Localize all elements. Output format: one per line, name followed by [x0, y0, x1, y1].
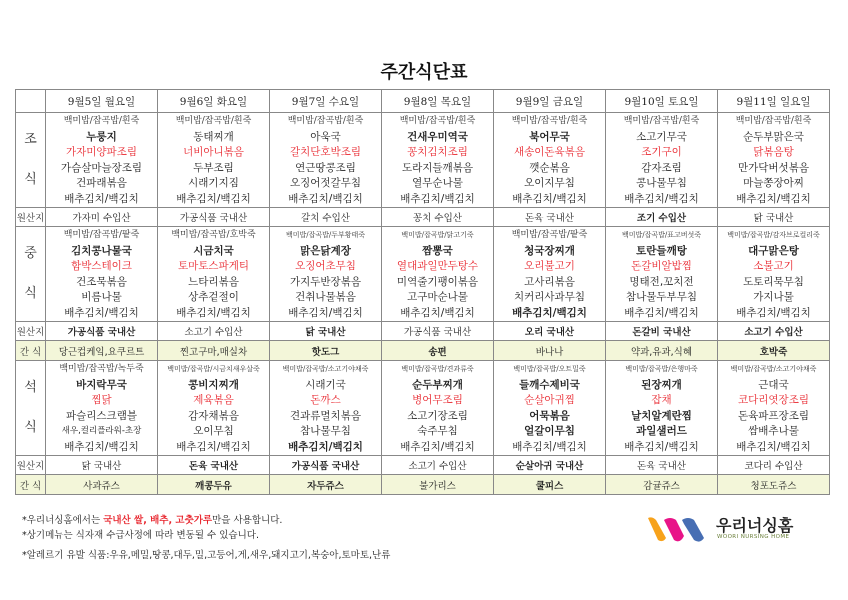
lunch-origin-cell: 가공식품 국내산 [46, 322, 158, 341]
breakfast-origin-cell: 가자미 수입산 [46, 208, 158, 227]
menu-item: 조기구이 [641, 146, 682, 158]
lunch-menu-cell [158, 227, 270, 322]
menu-item: 도토리묵무침 [743, 275, 804, 288]
menu-item: 김치콩나물국 [71, 244, 132, 257]
menu-item: 숙주무침 [417, 425, 458, 437]
snack2-row [16, 475, 830, 495]
lunch-row [16, 227, 830, 322]
menu-item: 맑은닭계장 [300, 244, 351, 257]
menu-item: 건파래볶음 [76, 177, 127, 189]
lunch-menu-cell [46, 227, 158, 322]
dinner-label-char: 석 [24, 380, 37, 395]
breakfast-label [16, 113, 46, 208]
breakfast-menu-cell [46, 113, 158, 208]
logo-mark-icon [646, 514, 708, 544]
breakfast-menu-cell [494, 113, 606, 208]
menu-item: 배추김치/백김치 [736, 192, 811, 205]
menu-item: 바지락무국 [76, 378, 127, 391]
menu-item: 오이지무침 [524, 177, 575, 189]
menu-item: 치커리사과무침 [513, 291, 585, 303]
breakfast-origin-cell: 꽁치 수입산 [382, 208, 494, 227]
snack1-cell: 핫도그 [270, 341, 382, 361]
menu-item: 시래기지짐 [188, 177, 239, 189]
menu-item: 코다리엿장조림 [737, 394, 809, 406]
dinner-menu-cell [46, 361, 158, 456]
menu-item: 순두부맑은국 [743, 130, 804, 143]
rice-porridge-options: 백미밥/잡곡밥/소고기야채죽 [730, 365, 817, 373]
rice-porridge-options: 백미밥/잡곡밥/녹두죽 [59, 364, 144, 374]
lunch-origin-cell: 닭 국내산 [270, 322, 382, 341]
menu-item: 배추김치/백김치 [736, 306, 811, 319]
menu-item: 짬뽕국 [422, 244, 453, 257]
snack2-cell: 사과쥬스 [46, 475, 158, 495]
menu-item: 오징어젓갈무침 [289, 177, 361, 189]
dinner-menu-cell [606, 361, 718, 456]
menu-item: 고사리볶음 [524, 275, 575, 288]
breakfast-origin-cell: 조기 수입산 [606, 208, 718, 227]
menu-item: 갈치단호박조림 [289, 146, 361, 158]
menu-item: 배추김치/백김치 [176, 192, 251, 205]
menu-item: 소고기무국 [636, 130, 687, 143]
menu-item: 배추김치/백김치 [400, 192, 475, 205]
dinner-menu-cell [494, 361, 606, 456]
menu-item: 콩비지찌개 [188, 378, 239, 391]
menu-item: 잡채 [651, 394, 672, 406]
dinner-row [16, 361, 830, 456]
menu-item: 꽁치김치조림 [407, 146, 468, 158]
menu-item: 오징어초무침 [295, 260, 356, 272]
breakfast-origin-cell: 가공식품 국내산 [158, 208, 270, 227]
snack1-cell: 호박죽 [718, 341, 830, 361]
snack2-cell: 깨콩두유 [158, 475, 270, 495]
breakfast-origin-label: 원산지 [16, 208, 46, 227]
day-header: 9월10일 토요일 [606, 90, 718, 113]
snack1-cell: 약과,유과,식혜 [606, 341, 718, 361]
menu-item: 배추김치/백김치 [288, 306, 363, 319]
menu-item: 깻순볶음 [529, 161, 570, 174]
note-menu-change: *상기메뉴는 식자재 수급사정에 따라 변동될 수 있습니다. [22, 530, 259, 541]
menu-item: 들깨수제비국 [519, 378, 580, 391]
lunch-label [16, 227, 46, 322]
day-header: 9월8일 목요일 [382, 90, 494, 113]
menu-item: 건조묵볶음 [76, 275, 127, 288]
menu-item: 아욱국 [310, 130, 341, 143]
menu-item: 토마토스파게티 [177, 260, 249, 272]
note-domestic-ingredients: *우리너싱홈에서는 국내산 쌀, 배추, 고춧가루만을 사용합니다. [22, 515, 283, 526]
menu-item: 순두부찌개 [412, 378, 463, 391]
menu-item: 배추김치/백김치 [64, 306, 139, 319]
menu-item: 배추김치/백김치 [64, 440, 139, 453]
dinner-origin-cell: 돈육 국내산 [158, 456, 270, 475]
breakfast-row [16, 113, 830, 208]
rice-porridge-options: 백미밥/잡곡밥/흰죽 [399, 116, 476, 126]
rice-porridge-options: 백미밥/잡곡밥/호박죽 [171, 230, 256, 240]
menu-item: 너비아니볶음 [183, 146, 244, 158]
rice-porridge-options: 백미밥/잡곡밥/시금치새우살죽 [167, 365, 260, 373]
menu-item: 누룽지 [86, 130, 117, 143]
menu-item: 배추김치/백김치 [288, 440, 363, 453]
menu-item: 파슬리스크램블 [65, 409, 137, 422]
menu-item: 돈갈비알밥찜 [631, 260, 692, 272]
lunch-origin-cell: 가공식품 국내산 [382, 322, 494, 341]
menu-item: 새우,컬리플라워-초장 [61, 426, 142, 436]
snack2-cell: 감귤쥬스 [606, 475, 718, 495]
snack2-cell: 자두쥬스 [270, 475, 382, 495]
menu-item: 배추김치/백김치 [176, 440, 251, 453]
menu-item: 제육볶음 [193, 394, 234, 406]
lunch-label-char: 중 [24, 246, 37, 261]
menu-item: 건취나물볶음 [295, 291, 356, 303]
menu-item: 시래기국 [305, 378, 346, 391]
logo-name: 우리너싱홈 [716, 516, 794, 535]
dinner-origin-cell: 순살아귀 국내산 [494, 456, 606, 475]
dinner-label [16, 361, 46, 456]
rice-porridge-options: 백미밥/잡곡밥/닭고기죽 [401, 231, 474, 239]
menu-item: 마늘쫑장아찌 [743, 177, 804, 189]
snack1-cell: 송편 [382, 341, 494, 361]
menu-item: 가지두반장볶음 [289, 275, 361, 288]
rice-porridge-options: 백미밥/잡곡밥/견과류죽 [401, 365, 474, 373]
menu-item: 감자채볶음 [188, 409, 239, 422]
breakfast-menu-cell [382, 113, 494, 208]
day-header: 9월9일 금요일 [494, 90, 606, 113]
menu-item: 동태찌개 [193, 130, 234, 143]
header-row [16, 90, 830, 113]
menu-item: 느타리볶음 [188, 275, 239, 288]
rice-porridge-options: 백미밥/잡곡밥/흰죽 [623, 116, 700, 126]
menu-item: 닭볶음탕 [753, 146, 794, 158]
menu-item: 쌈배추나물 [748, 425, 799, 437]
menu-item: 견과류멸치볶음 [289, 409, 361, 422]
dinner-menu-cell [270, 361, 382, 456]
menu-item: 북어무국 [529, 130, 570, 143]
menu-item: 병어무조림 [412, 394, 463, 406]
menu-item: 된장찌개 [641, 378, 682, 391]
dinner-label-char: 식 [24, 420, 37, 435]
menu-item: 오리불고기 [524, 260, 575, 272]
menu-item: 소고기장조림 [407, 409, 468, 422]
snack2-cell: 불가리스 [382, 475, 494, 495]
page-title: 주간식단표 [380, 62, 468, 83]
menu-item: 연근땅콩조림 [295, 161, 356, 174]
menu-item: 날치알계란찜 [631, 409, 692, 422]
breakfast-menu-cell [158, 113, 270, 208]
dinner-origin-label: 원산지 [16, 456, 46, 475]
breakfast-origin-row [16, 208, 830, 227]
breakfast-label-char: 식 [24, 172, 37, 187]
header-corner [16, 90, 46, 113]
breakfast-origin-cell: 돈육 국내산 [494, 208, 606, 227]
day-header: 9월5일 월요일 [46, 90, 158, 113]
menu-item: 과일샐러드 [636, 425, 687, 437]
menu-item: 소불고기 [753, 260, 794, 272]
lunch-menu-cell [382, 227, 494, 322]
dinner-origin-cell: 코다리 수입산 [718, 456, 830, 475]
menu-item: 콩나물무침 [636, 177, 687, 189]
menu-item: 시금치국 [193, 244, 234, 257]
menu-item: 배추김치/백김치 [400, 440, 475, 453]
snack1-cell: 찐고구마,매실차 [158, 341, 270, 361]
rice-porridge-options: 백미밥/잡곡밥/소고기야채죽 [282, 365, 369, 373]
snack2-cell: 쿨피스 [494, 475, 606, 495]
breakfast-menu-cell [718, 113, 830, 208]
menu-item: 새송이돈육볶음 [513, 146, 585, 158]
menu-item: 감자조림 [641, 161, 682, 174]
menu-item: 오이무침 [193, 425, 234, 437]
rice-porridge-options: 백미밥/잡곡밥/표고버섯죽 [621, 231, 702, 239]
lunch-origin-label: 원산지 [16, 322, 46, 341]
menu-item: 참나물두부무침 [625, 291, 697, 303]
menu-item: 배추김치/백김치 [512, 440, 587, 453]
menu-item: 청국장찌개 [524, 244, 575, 257]
menu-item: 열대과일만두탕수 [396, 260, 479, 272]
snack2-cell: 청포도쥬스 [718, 475, 830, 495]
dinner-origin-cell: 닭 국내산 [46, 456, 158, 475]
dinner-menu-cell [158, 361, 270, 456]
menu-item: 배추김치/백김치 [736, 440, 811, 453]
menu-item: 함박스테이크 [71, 260, 132, 272]
rice-porridge-options: 백미밥/잡곡밥/두부황태죽 [285, 231, 366, 239]
menu-item: 가슴살마늘장조림 [60, 161, 143, 174]
menu-item: 명태전,꼬치전 [629, 275, 694, 288]
breakfast-menu-cell [606, 113, 718, 208]
notes [22, 513, 582, 563]
dinner-origin-cell: 소고기 수입산 [382, 456, 494, 475]
lunch-menu-cell [606, 227, 718, 322]
menu-item: 돈까스 [310, 394, 341, 406]
logo [646, 512, 836, 544]
rice-porridge-options: 백미밥/잡곡밥/흰죽 [63, 116, 140, 126]
day-header: 9월7일 수요일 [270, 90, 382, 113]
menu-item: 도라지들깨볶음 [401, 161, 473, 174]
rice-porridge-options: 백미밥/잡곡밥/팥죽 [63, 230, 140, 240]
dinner-origin-cell: 가공식품 국내산 [270, 456, 382, 475]
menu-item: 배추김치/백김치 [512, 306, 587, 319]
breakfast-origin-cell: 갈치 수입산 [270, 208, 382, 227]
menu-item: 배추김치/백김치 [64, 192, 139, 205]
menu-item: 대구맑은탕 [748, 244, 799, 257]
lunch-label-char: 식 [24, 286, 37, 301]
breakfast-origin-cell: 닭 국내산 [718, 208, 830, 227]
day-header: 9월6일 화요일 [158, 90, 270, 113]
menu-item: 열무순나물 [412, 177, 463, 189]
menu-item: 배추김치/백김치 [176, 306, 251, 319]
menu-item: 두부조림 [193, 161, 234, 174]
menu-item: 상추겉절이 [188, 291, 239, 303]
day-header: 9월11일 일요일 [718, 90, 830, 113]
dinner-menu-cell [718, 361, 830, 456]
menu-item: 토란들깨탕 [636, 244, 687, 257]
breakfast-label-char: 조 [24, 132, 37, 147]
menu-item: 근대국 [758, 378, 789, 391]
dinner-origin-row [16, 456, 830, 475]
dinner-origin-cell: 돈육 국내산 [606, 456, 718, 475]
menu-item: 가자미양파조림 [65, 146, 137, 158]
lunch-menu-cell [270, 227, 382, 322]
lunch-origin-cell: 돈갈비 국내산 [606, 322, 718, 341]
menu-item: 가지나물 [753, 291, 794, 303]
rice-porridge-options: 백미밥/잡곡밥/오트밀죽 [513, 365, 586, 373]
rice-porridge-options: 백미밥/잡곡밥/감자브로컬리죽 [727, 231, 820, 239]
lunch-origin-cell: 오리 국내산 [494, 322, 606, 341]
menu-item: 배추김치/백김치 [400, 306, 475, 319]
menu-item: 미역줄기팽이볶음 [396, 275, 479, 288]
rice-porridge-options: 백미밥/잡곡밥/흰죽 [287, 116, 364, 126]
lunch-origin-row [16, 322, 830, 341]
menu-item: 건새우미역국 [407, 130, 468, 143]
note-allergens: *알레르기 유발 식품:우유,메밀,땅콩,대두,밀,고등어,게,새우,돼지고기,복숭아,토마토,난류 [22, 550, 391, 561]
rice-porridge-options: 백미밥/잡곡밥/흰죽 [735, 116, 812, 126]
menu-item: 배추김치/백김치 [512, 192, 587, 205]
rice-porridge-options: 백미밥/잡곡밥/은행마죽 [625, 365, 698, 373]
lunch-menu-cell [718, 227, 830, 322]
lunch-menu-cell [494, 227, 606, 322]
menu-item: 어묵볶음 [529, 409, 570, 422]
menu-item: 참나물무침 [300, 425, 351, 437]
menu-item: 찜닭 [91, 394, 112, 406]
snack1-cell: 바나나 [494, 341, 606, 361]
menu-item: 배추김치/백김치 [624, 306, 699, 319]
menu-item: 고구마순나물 [407, 291, 468, 303]
snack2-label: 간 식 [16, 475, 46, 495]
rice-porridge-options: 백미밥/잡곡밥/흰죽 [511, 116, 588, 126]
lunch-origin-cell: 소고기 수입산 [158, 322, 270, 341]
lunch-origin-cell: 소고기 수입산 [718, 322, 830, 341]
breakfast-menu-cell [270, 113, 382, 208]
menu-item: 배추김치/백김치 [624, 440, 699, 453]
snack1-cell: 당근컵케잌,요쿠르트 [46, 341, 158, 361]
dinner-menu-cell [382, 361, 494, 456]
rice-porridge-options: 백미밥/잡곡밥/흰죽 [175, 116, 252, 126]
rice-porridge-options: 백미밥/잡곡밥/팥죽 [511, 230, 588, 240]
snack1-row [16, 341, 830, 361]
menu-item: 순살아귀찜 [524, 394, 575, 406]
menu-item: 배추김치/백김치 [288, 192, 363, 205]
snack1-label: 간 식 [16, 341, 46, 361]
weekly-menu-table [15, 89, 830, 495]
menu-item: 배추김치/백김치 [624, 192, 699, 205]
menu-item: 만가닥버섯볶음 [737, 161, 809, 174]
menu-item: 돈육파프장조림 [737, 409, 809, 422]
logo-subtitle: WOORI NURSING HOME [717, 534, 790, 540]
menu-item: 얼갈이무침 [524, 425, 575, 437]
menu-item: 비름나물 [81, 291, 122, 303]
